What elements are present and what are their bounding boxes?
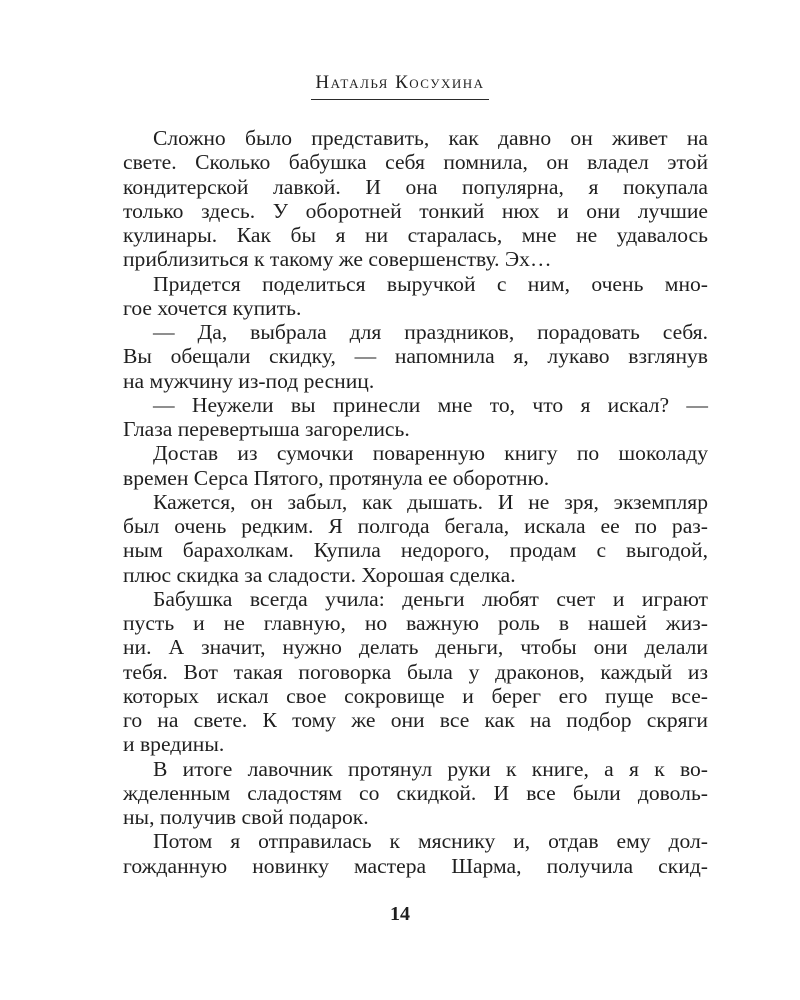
text-line: был очень редким. Я полгода бегала, искала ее по раз- — [123, 514, 708, 538]
text-line: Бабушка всегда учила: деньги любят счет и играют — [153, 586, 708, 611]
text-line: Вы обещали скидку, — напомнила я, лукаво взглянув — [123, 344, 708, 369]
text-line: кулинары. Как бы я ни старалась, мне не удавалось — [123, 223, 708, 247]
body-text — [123, 126, 708, 878]
text-line: Потом я отправилась к мяснику и, отдав ему дол- — [153, 829, 708, 854]
text-line: Придется поделиться выручкой с ним, очень мно- — [153, 271, 708, 296]
author-name: Наталья Косухина — [311, 72, 488, 100]
text-line: гожданную новинку мастера Шарма, получила скид- — [123, 853, 708, 878]
running-head — [0, 72, 800, 100]
text-line: времен Серса Пятого, протянула ее оборотню. — [123, 465, 550, 490]
text-line: на мужчину из-под ресниц. — [123, 368, 375, 393]
text-line: В итоге лавочник протянул руки к книге, а я к во- — [153, 756, 708, 781]
text-line: плюс скидка за сладости. Хорошая сделка. — [123, 562, 516, 587]
text-line: го на свете. К тому же они все как на подбор скряги — [123, 708, 708, 732]
text-line: гое хочется купить. — [123, 295, 302, 320]
text-line: Достав из сумочки поваренную книгу по шоколаду — [153, 441, 708, 466]
text-line: ни. А значит, нужно делать деньги, чтобы они делали — [123, 635, 708, 660]
text-line: и вредины. — [123, 732, 225, 757]
text-line: ным барахолкам. Купила недорого, продам с выгодой, — [123, 538, 708, 563]
text-line: жделенным сладостям со скидкой. И все были доволь- — [123, 780, 708, 805]
text-line: Глаза перевертыша загорелись. — [123, 417, 410, 441]
text-line: только здесь. У оборотней тонкий нюх и они лучшие — [123, 198, 708, 223]
text-line: — Неужели вы принесли мне то, что я искал? — — [153, 392, 708, 417]
text-line: ны, получив свой подарок. — [123, 805, 369, 829]
text-line: которых искал свое сокровище и берег его пуще все- — [123, 683, 708, 708]
page-number: 14 — [390, 903, 410, 925]
text-line: свете. Сколько бабушка себя помнила, он владел этой — [123, 150, 708, 175]
text-line: приблизиться к такому же совершенству. Эх… — [123, 247, 552, 272]
text-line: кондитерской лавкой. И она популярна, я покупала — [123, 174, 708, 199]
text-line: тебя. Вот такая поговорка была у драконов, каждый из — [123, 659, 708, 684]
text-line: Сложно было представить, как давно он живет на — [153, 126, 708, 150]
text-line: — Да, выбрала для праздников, порадовать себя. — [153, 320, 708, 344]
text-line: пусть и не главную, но важную роль в нашей жиз- — [123, 611, 708, 635]
text-line: Кажется, он забыл, как дышать. И не зря, экземпляр — [153, 489, 708, 514]
